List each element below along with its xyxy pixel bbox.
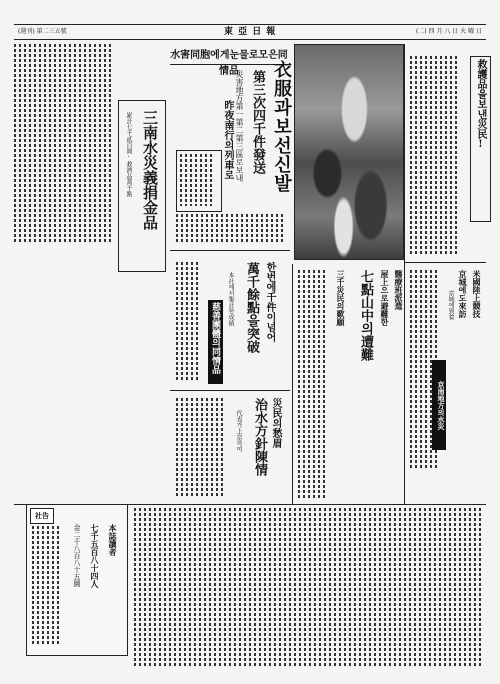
right-label-3: 京南地方의水災: [432, 360, 446, 450]
masthead: [14, 24, 486, 40]
lead-headline-3: 昨夜南行의列車로: [222, 100, 233, 180]
middle-headline-1: 萬千餘點을突破: [244, 262, 259, 353]
middle-sub-3: 代表가上京하여: [235, 410, 242, 452]
center-right-headline-3: 三千災民의歎願: [336, 270, 346, 326]
middle-upper-text: [176, 214, 286, 244]
notice-line-1: 本誌讀者: [108, 524, 118, 556]
notice-line-3: 金二千八百八十五圓: [73, 524, 81, 587]
left-block-headline: 三南水災義捐金品: [141, 110, 159, 230]
left-block-sub: 累計七千貳百圓·救濟品萬千點: [125, 112, 132, 197]
center-right-text: [298, 270, 330, 500]
divider: [170, 390, 290, 391]
middle-lower-text: [176, 398, 230, 498]
middle-sub-1: 本社에서集計한成績: [227, 272, 234, 326]
divider: [170, 250, 290, 251]
lead-headline-1: 衣服과보선신발: [271, 60, 292, 193]
news-photograph: [294, 44, 404, 260]
notice-text: [32, 526, 66, 646]
top-strip-text: 水害同胞에게눈물로모은同情品: [170, 50, 288, 77]
lead-sub: 災害地方第一第二第三區로보내: [235, 70, 244, 182]
bottom-text-grid: [134, 508, 484, 668]
notice-tab: 社告: [30, 508, 54, 524]
masthead-date: (二) 四 月 八 日 火 曜 日: [415, 28, 482, 35]
right-item-1: 米國陸上競技: [472, 270, 482, 318]
right-upper-text: [410, 56, 464, 256]
divider: [404, 262, 486, 263]
left-text-columns: [14, 44, 114, 244]
notice-text: [180, 154, 216, 206]
center-right-headline-2: 七點山中의遭難: [358, 270, 373, 361]
masthead-left: (週刊) 第二三五號: [18, 28, 67, 35]
right-label-2: 京城에到着: [447, 290, 454, 320]
center-right-sub: 醫療班派遣: [394, 270, 404, 310]
column-rule: [292, 264, 293, 504]
lead-headline-2: 第三次四千件發送: [250, 70, 265, 174]
notice-line-2: 七千五百八十四人: [90, 524, 100, 588]
middle-mid-text: [176, 262, 204, 382]
middle-headline-4: 治水方針陳情: [252, 398, 267, 476]
right-label-1: 救護品을보낸災民!: [470, 56, 491, 222]
middle-headline-2: 한번에千件이넘어: [264, 262, 275, 342]
right-item-2: 京城에도來訪: [458, 270, 468, 318]
middle-sub-2: 慈善團體의同情品: [208, 300, 223, 384]
column-rule: [404, 44, 405, 504]
center-right-headline-1: 屋上으로避難한: [380, 270, 390, 326]
masthead-title: 東 亞 日 報: [224, 27, 277, 37]
middle-headline-3: 災民의愁眉: [270, 398, 281, 448]
